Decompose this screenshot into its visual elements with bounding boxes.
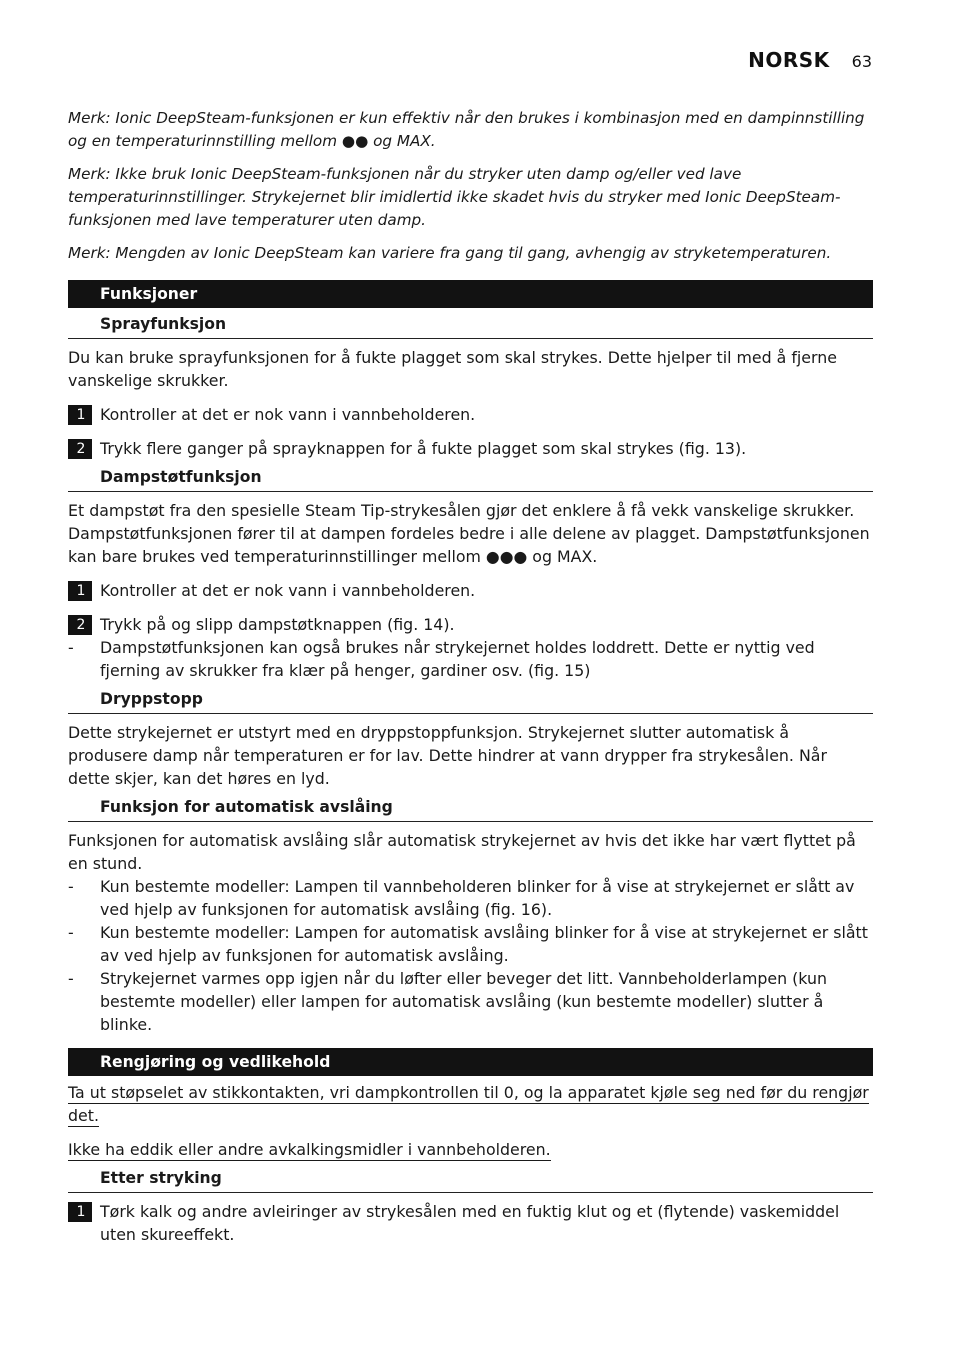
list-item [68, 967, 873, 1036]
step-item [68, 613, 873, 636]
step-item [68, 1200, 873, 1246]
section-title-rengjoring: Rengjøring og vedlikehold [68, 1048, 873, 1076]
bullet-list [68, 636, 873, 682]
warning-text: Ta ut støpselet av stikkontakten, vri dampkontrollen til 0, og la apparatet kjøle seg ned før du rengjør det. [68, 1083, 869, 1125]
note-2: Merk: Ikke bruk Ionic DeepSteam-funksjonen når du stryker uten damp og/eller ved lave temperaturinnstillinger. Strykejernet blir imidlertid ikke skadet hvis du stryker med Ionic DeepSteam-funksjonen med lave temperaturer uten damp. [68, 165, 841, 229]
step-item [68, 403, 873, 426]
language-label: NORSK [748, 48, 830, 72]
paragraph-avslaing-intro: Funksjonen for automatisk avslåing slår automatisk strykejernet av hvis det ikke har vært flyttet på en stund. [68, 831, 856, 873]
section-title-funksjoner: Funksjoner [68, 280, 873, 308]
step-text: Tørk kalk og andre avleiringer av strykesålen med en fuktig klut og et (flytende) vaskemiddel uten skureeffekt. [100, 1202, 840, 1244]
note-1: Merk: Ionic DeepSteam-funksjonen er kun effektiv når den brukes i kombinasjon med en dampinnstilling og en temperaturinnstilling mellom ●● og MAX. [68, 109, 865, 150]
list-item [68, 875, 873, 921]
warning-text: Ikke ha eddik eller andre avkalkingsmidler i vannbeholderen. [68, 1140, 551, 1159]
subheading-dryppstopp: Dryppstopp [68, 688, 873, 714]
note-3: Merk: Mengden av Ionic DeepSteam kan variere fra gang til gang, avhengig av stryketemperaturen. [68, 244, 832, 262]
subheading-etter-stryking: Etter stryking [68, 1167, 873, 1193]
step-number: 1 [68, 405, 92, 425]
step-item [68, 437, 873, 460]
step-text: Trykk flere ganger på sprayknappen for å fukte plagget som skal strykes (fig. 13). [100, 439, 747, 458]
page-number: 63 [851, 52, 872, 71]
subheading-automatisk-avslaing: Funksjon for automatisk avslåing [68, 796, 873, 822]
warning-2 [68, 1138, 873, 1161]
list-item-text: Dampstøtfunksjonen kan også brukes når strykejernet holdes loddrett. Dette er nyttig ved fjerning av skrukker fra klær på henger, gardiner osv. (fig. 15) [100, 638, 815, 680]
step-text: Kontroller at det er nok vann i vannbeholderen. [100, 581, 476, 600]
dash-marker: - [68, 923, 74, 942]
subheading-sprayfunksjon: Sprayfunksjon [68, 313, 873, 339]
dash-marker: - [68, 638, 74, 657]
paragraph-dampstot-intro: Et dampstøt fra den spesielle Steam Tip-strykesålen gjør det enklere å få vekk vanskelige skrukker. Dampstøtfunksjonen fører til at dampen fordeles bedre i alle delene av plagget. Dampstøtfunksjonen kan bare brukes ved temperaturinnstillinger mellom ●●● og MAX. [68, 501, 870, 566]
subheading-dampstotfunksjon: Dampstøtfunksjon [68, 466, 873, 492]
list-item-text: Strykejernet varmes opp igjen når du løfter eller beveger det litt. Vannbeholderlampen (kun bestemte modeller) eller lampen for automatisk avslåing (kun bestemte modeller) slutter å blinke. [100, 969, 827, 1034]
step-item [68, 579, 873, 602]
paragraph-dryppstopp: Dette strykejernet er utstyrt med en dryppstoppfunksjon. Strykejernet slutter automatisk å produsere damp når temperaturen er for lav. Dette hindrer at vann drypper fra strykesålen. Når dette skjer, kan det høres en lyd. [68, 723, 827, 788]
dash-marker: - [68, 877, 74, 896]
list-item-text: Kun bestemte modeller: Lampen til vannbeholderen blinker for å vise at strykejernet er slått av ved hjelp av funksjonen for automatisk avslåing (fig. 16). [100, 877, 855, 919]
list-item-text: Kun bestemte modeller: Lampen for automatisk avslåing blinker for å vise at strykejernet er slått av ved hjelp av funksjonen for automatisk avslåing. [100, 923, 868, 965]
list-item [68, 636, 873, 682]
dash-marker: - [68, 969, 74, 988]
step-text: Kontroller at det er nok vann i vannbeholderen. [100, 405, 476, 424]
step-number: 1 [68, 1202, 92, 1222]
step-number: 2 [68, 615, 92, 635]
paragraph-spray-intro: Du kan bruke sprayfunksjonen for å fukte plagget som skal strykes. Dette hjelper til med å fjerne vanskelige skrukker. [68, 348, 837, 390]
step-text: Trykk på og slipp dampstøtknappen (fig. 14). [100, 615, 455, 634]
list-item [68, 921, 873, 967]
step-number: 1 [68, 581, 92, 601]
document-body [68, 107, 873, 1257]
page-header [748, 48, 872, 72]
step-number: 2 [68, 439, 92, 459]
bullet-list [68, 875, 873, 1036]
warning-1 [68, 1081, 873, 1127]
